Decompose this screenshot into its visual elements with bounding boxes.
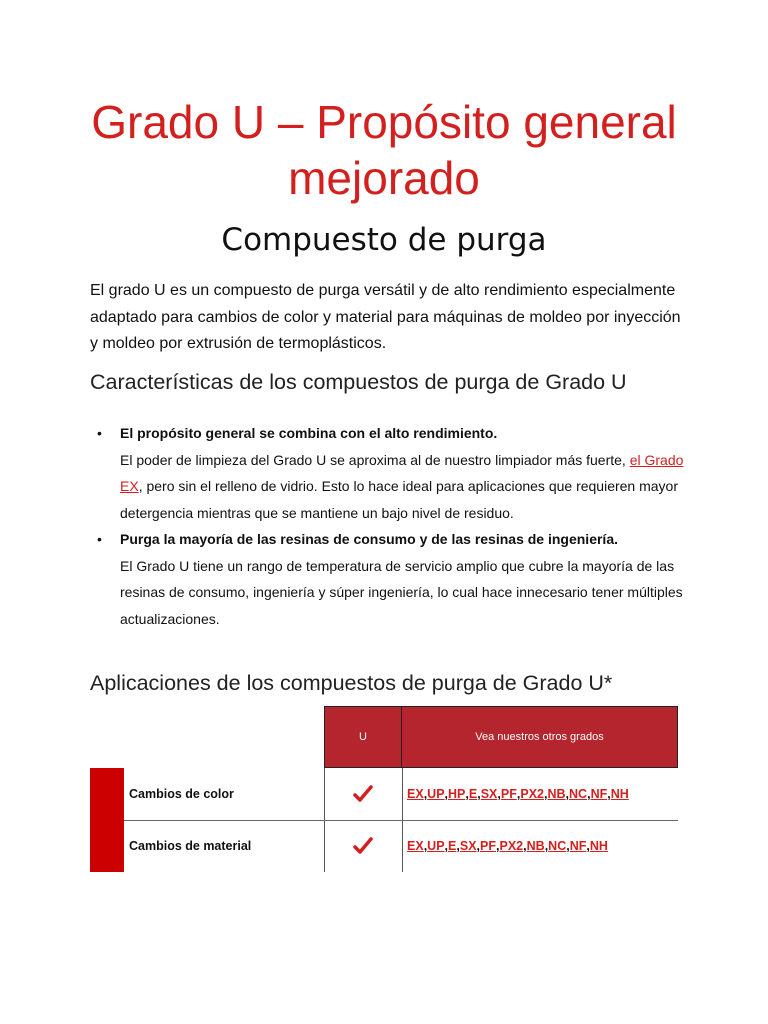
table-row <box>124 820 678 872</box>
separator: , <box>544 839 549 853</box>
grade-link-sx[interactable]: SX <box>480 787 498 801</box>
grade-links <box>402 768 678 820</box>
grade-link-ex[interactable]: EX <box>407 787 424 801</box>
table-row <box>124 768 678 820</box>
grade-ex-link[interactable]: el Grado EX <box>120 451 684 494</box>
row-label: Cambios de color <box>129 787 234 801</box>
grade-link-nh[interactable]: NH <box>610 787 629 801</box>
feature-body <box>120 447 690 527</box>
separator: , <box>544 787 548 801</box>
grade-link-nb[interactable]: NB <box>526 839 545 853</box>
separator: , <box>444 839 449 853</box>
bullet-icon: • <box>97 425 102 441</box>
grade-link-up[interactable]: UP <box>427 839 445 853</box>
grade-link-hp[interactable]: HP <box>448 787 466 801</box>
separator: , <box>444 787 449 801</box>
separator: , <box>477 787 481 801</box>
separator: , <box>423 839 428 853</box>
feature-body-text: , pero sin el relleno de vidrio. Esto lo hace ideal para aplicaciones que requieren mayor detergencia mientras que se mantiene un bajo nivel de residuo. <box>120 478 679 521</box>
checkmark-icon <box>324 820 402 872</box>
feature-body: El Grado U tiene un rango de temperatura de servicio amplio que cubre la mayoría de las resinas de consumo, ingeniería y súper ingeniería, lo cual hace innecesario tener múltiples actualizaciones. <box>120 557 683 627</box>
feature-item <box>90 420 690 526</box>
grade-link-nf[interactable]: NF <box>569 839 587 853</box>
bullet-icon: • <box>97 531 102 547</box>
separator: , <box>497 787 501 801</box>
grade-link-px2[interactable]: PX2 <box>499 839 524 853</box>
separator: , <box>496 839 500 853</box>
applications-heading: Aplicaciones de los compuestos de purga de Grado U* <box>90 671 613 695</box>
features-heading: Características de los compuestos de purga de Grado U <box>90 370 627 394</box>
grade-link-nc[interactable]: NC <box>569 787 588 801</box>
grade-link-e[interactable]: E <box>448 839 457 853</box>
grade-link-nb[interactable]: NB <box>547 787 566 801</box>
page-subtitle: Compuesto de purga <box>221 222 547 258</box>
separator: , <box>476 839 481 853</box>
grade-link-nf[interactable]: NF <box>590 787 608 801</box>
grade-link-pf[interactable]: PF <box>500 787 517 801</box>
row-accent-strip <box>90 768 124 872</box>
features-list <box>90 420 690 632</box>
separator: , <box>523 839 527 853</box>
intro-paragraph: El grado U es un compuesto de purga versátil y de alto rendimiento especialmente adaptado para cambios de color y material para máquinas de moldeo por inyección y moldeo por extrusión de termoplásticos. <box>90 282 681 352</box>
feature-body-text: El poder de limpieza del Grado U se aproxima al de nuestro limpiador más fuerte, <box>120 451 630 468</box>
checkmark-icon <box>324 768 402 820</box>
column-header-u: U <box>324 706 402 768</box>
feature-title: El propósito general se combina con el alto rendimiento. <box>120 425 498 441</box>
separator: , <box>607 787 611 801</box>
separator: , <box>456 839 460 853</box>
feature-item <box>90 526 690 632</box>
page-title: Grado U – Propósito general mejorado <box>91 96 677 204</box>
row-label: Cambios de material <box>129 839 252 853</box>
grade-link-e[interactable]: E <box>468 787 478 801</box>
separator: , <box>566 839 570 853</box>
applications-table <box>90 706 678 872</box>
grade-link-up[interactable]: UP <box>427 787 445 801</box>
column-header-other-grades: Vea nuestros otros grados <box>402 706 678 768</box>
grade-link-pf[interactable]: PF <box>480 839 497 853</box>
grade-link-px2[interactable]: PX2 <box>520 787 544 801</box>
grade-link-ex[interactable]: EX <box>407 839 424 853</box>
grade-link-sx[interactable]: SX <box>459 839 477 853</box>
feature-title: Purga la mayoría de las resinas de consumo y de las resinas de ingeniería. <box>120 531 618 547</box>
separator: , <box>516 787 521 801</box>
grade-links <box>402 820 678 872</box>
grade-link-nh[interactable]: NH <box>589 839 608 853</box>
separator: , <box>586 839 590 853</box>
grade-link-nc[interactable]: NC <box>548 839 567 853</box>
separator: , <box>465 787 469 801</box>
separator: , <box>423 787 428 801</box>
separator: , <box>587 787 591 801</box>
separator: , <box>565 787 570 801</box>
